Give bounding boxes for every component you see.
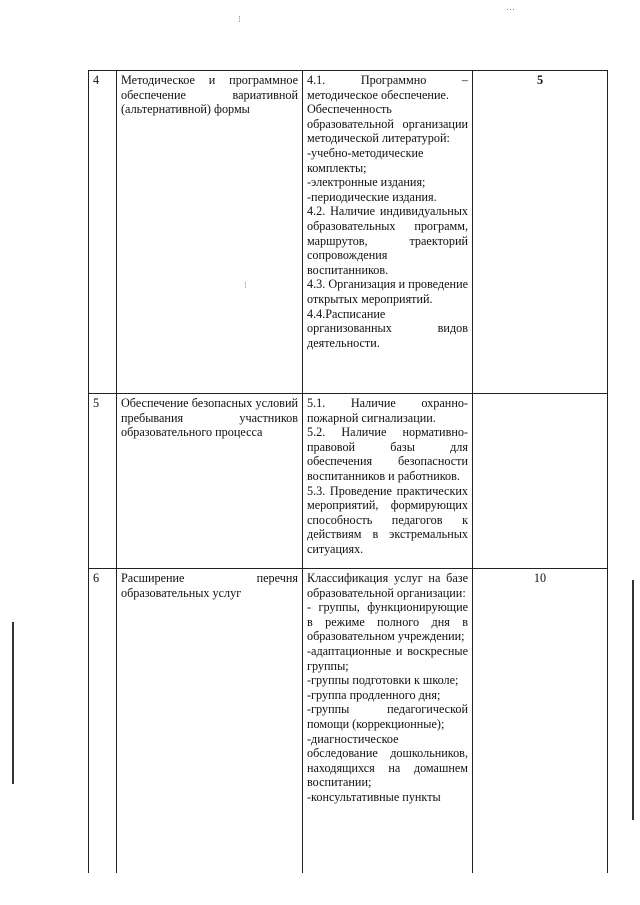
- points-cell: [473, 394, 608, 569]
- scan-speck: ⋯: [506, 4, 515, 14]
- table-row: [89, 569, 608, 874]
- indicator-line: 5.1. Наличие охранно-пожарной сигнализации.: [307, 396, 468, 425]
- indicator-line: 4.2. Наличие индивидуальных образовательных программ, маршрутов, траекторий сопровождения воспитанников.: [307, 204, 468, 277]
- indicator-line: -учебно-методические комплекты;: [307, 145, 424, 175]
- scan-edge-line: [12, 622, 14, 784]
- table-row: [89, 71, 608, 394]
- criterion-cell: Методическое и программное обеспечение вариативной (альтернативной) формы: [117, 71, 303, 394]
- criterion-cell: Обеспечение безопасных условий пребывания участников образовательного процесса: [117, 394, 303, 569]
- indicators-cell: [303, 569, 473, 874]
- indicator-line: 4.4.Расписание организованных видов деятельности.: [307, 306, 468, 350]
- row-number: 4: [89, 71, 117, 394]
- indicator-line: -электронные издания;: [307, 175, 426, 190]
- table-row: [89, 394, 608, 569]
- points-cell: 5: [473, 71, 608, 394]
- indicator-line: 5.2. Наличие нормативно-правовой базы для обеспечения безопасности воспитанников и работников.: [307, 425, 468, 483]
- indicator-line: Обеспеченность образовательной организации методической литературой:: [307, 102, 468, 146]
- scan-speck: ⁝: [238, 14, 241, 24]
- indicators-cell: [303, 394, 473, 569]
- indicator-line: -группы подготовки к школе;: [307, 673, 459, 688]
- indicator-line: 5.3. Проведение практических мероприятий, формирующих способность педагогов к действиям в экстремальных ситуациях.: [307, 483, 468, 556]
- criterion-cell: Расширение перечня образовательных услуг: [117, 569, 303, 874]
- indicator-line: -периодические издания.: [307, 189, 437, 204]
- indicator-line: 4.1. Программно – методическое обеспечение.: [307, 73, 468, 102]
- row-number: 6: [89, 569, 117, 874]
- indicator-line: Классификация услуг на базе образовательной организации:: [307, 571, 468, 600]
- criteria-table: [88, 70, 608, 873]
- indicators-cell: [303, 71, 473, 394]
- scan-edge-line: [632, 580, 634, 820]
- scan-speck: ⁝: [244, 280, 247, 290]
- row-number: 5: [89, 394, 117, 569]
- indicator-line: -консультативные пункты: [307, 789, 441, 804]
- indicator-line: 4.3. Организация и проведение открытых мероприятий.: [307, 277, 468, 306]
- indicator-line: -диагностическое обследование дошкольников, находящихся на домашнем воспитании;: [307, 731, 468, 790]
- points-cell: 10: [473, 569, 608, 874]
- indicator-line: -группа продленного дня;: [307, 687, 441, 702]
- indicator-line: -группы педагогической помощи (коррекционные);: [307, 702, 468, 731]
- indicator-line: -адаптационные и воскресные группы;: [307, 643, 468, 673]
- indicator-line: - группы, функционирующие в режиме полного дня в образовательном учреждении;: [307, 600, 468, 644]
